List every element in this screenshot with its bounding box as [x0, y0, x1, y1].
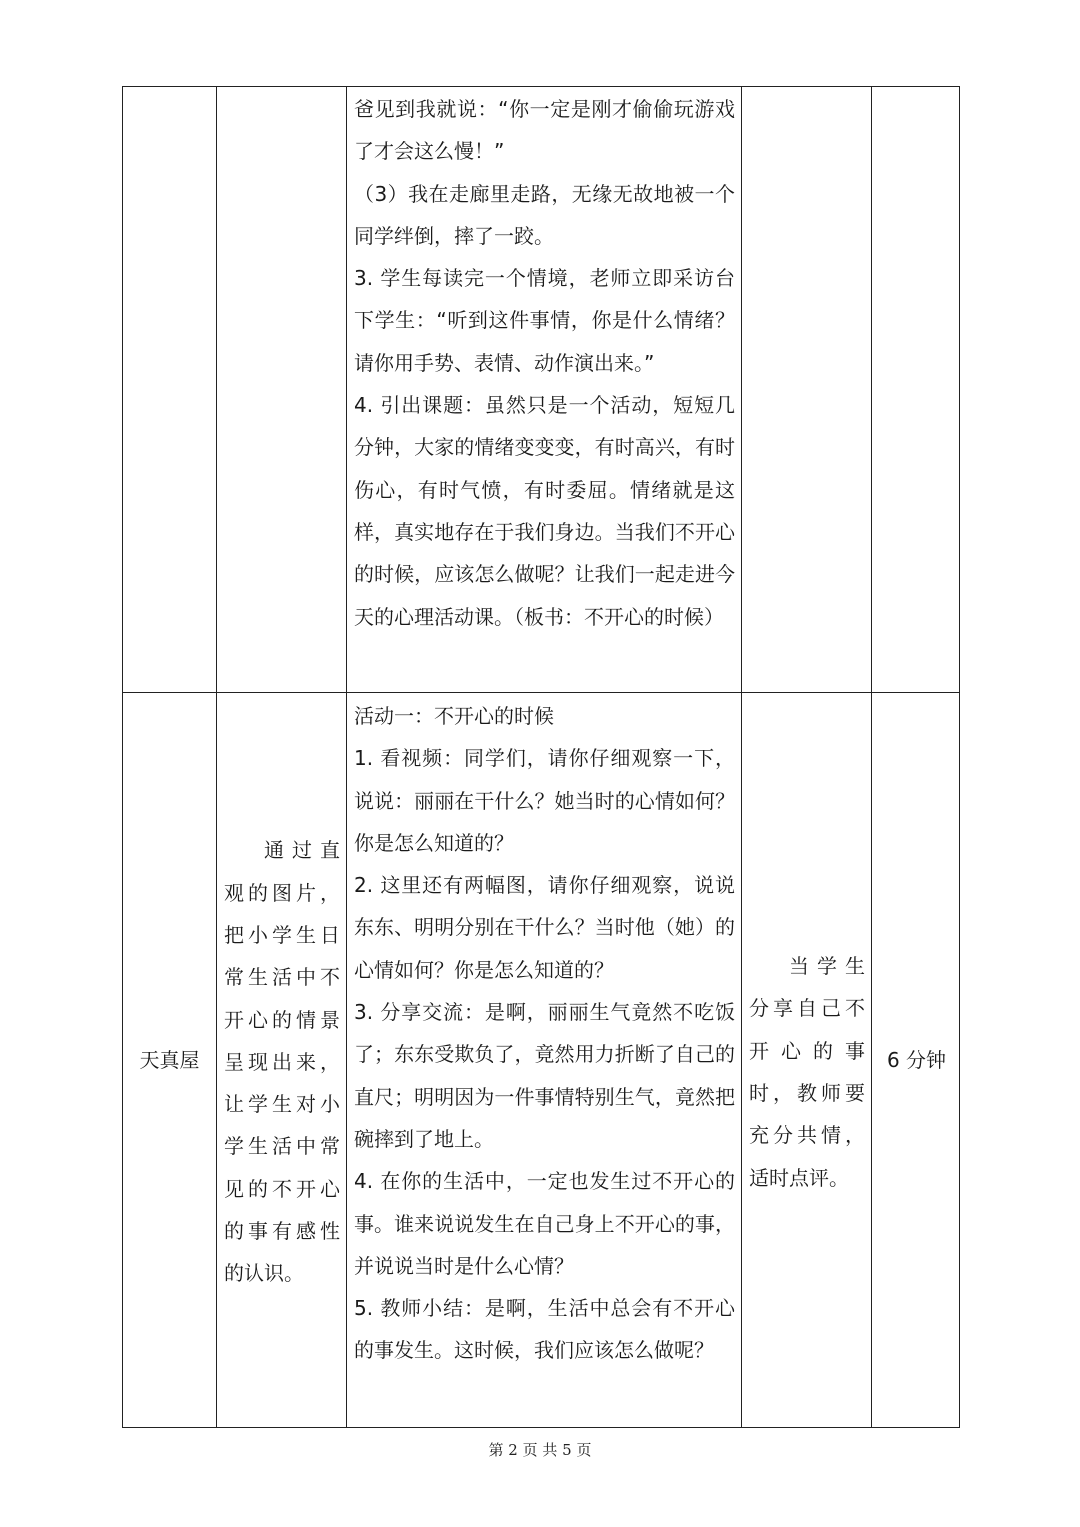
- process-paragraph: 3. 分享交流：是啊，丽丽生气竟然不吃饭了；东东受欺负了，竟然用力折断了自己的直尺；明明因为一件事情特别生气，竟然把碗摔到了地上。: [354, 1000, 735, 1151]
- goal-cell: [217, 87, 347, 693]
- process-cell: [347, 87, 742, 693]
- stage-text: 天真屋: [139, 1047, 200, 1072]
- process-paragraph: 4. 引出课题：虽然只是一个活动，短短几分钟，大家的情绪变变变，有时高兴，有时伤心，有时气愤，有时委屈。情绪就是这样，真实地存在于我们身边。当我们不开心的时候，应该怎么做呢？让我们一起走进今天的心理活动课。（板书：不开心的时候）: [354, 393, 735, 629]
- time-cell: [872, 693, 960, 1428]
- process-paragraph: 5. 教师小结：是啊，生活中总会有不开心的事发生。这时候，我们应该怎么做呢？: [354, 1296, 735, 1363]
- note-cell: [742, 693, 872, 1428]
- process-paragraph: 爸见到我就说：“你一定是刚才偷偷玩游戏了才会这么慢！”: [354, 97, 735, 164]
- note-text: 当学生分享自己不开心的事时，教师要充分共情，适时点评。: [749, 954, 865, 1190]
- time-text: 6 分钟: [886, 1047, 947, 1072]
- note-cell: [742, 87, 872, 693]
- process-paragraph: 1. 看视频：同学们，请你仔细观察一下，说说：丽丽在干什么？她当时的心情如何？你是怎么知道的？: [354, 746, 735, 855]
- process-paragraph: 2. 这里还有两幅图，请你仔细观察，说说东东、明明分别在干什么？当时他（她）的心情如何？你是怎么知道的？: [354, 873, 735, 982]
- process-paragraph: （3）我在走廊里走路，无缘无故地被一个同学绊倒，摔了一跤。: [354, 181, 735, 248]
- page-number-footer: 第 2 页 共 5 页: [488, 1441, 592, 1459]
- table-row: [123, 87, 960, 693]
- stage-cell: [123, 693, 217, 1428]
- process-paragraph: 4. 在你的生活中，一定也发生过不开心的事。谁来说说发生在自己身上不开心的事，并说说当时是什么心情？: [354, 1169, 735, 1278]
- process-cell: [347, 693, 742, 1428]
- table-row: [123, 693, 960, 1428]
- activity-heading: 活动一：不开心的时候: [354, 704, 554, 728]
- lesson-plan-table: [122, 86, 960, 1428]
- process-paragraph: 3. 学生每读完一个情境，老师立即采访台下学生：“听到这件事情，你是什么情绪？请你用手势、表情、动作演出来。”: [354, 266, 735, 375]
- time-cell: [872, 87, 960, 693]
- stage-cell: [123, 87, 217, 693]
- goal-text: 通过直观的图片，把小学生日常生活中不开心的情景呈现出来，让学生对小学生活中常见的不开心的事有感性的认识。: [224, 838, 340, 1286]
- goal-cell: [217, 693, 347, 1428]
